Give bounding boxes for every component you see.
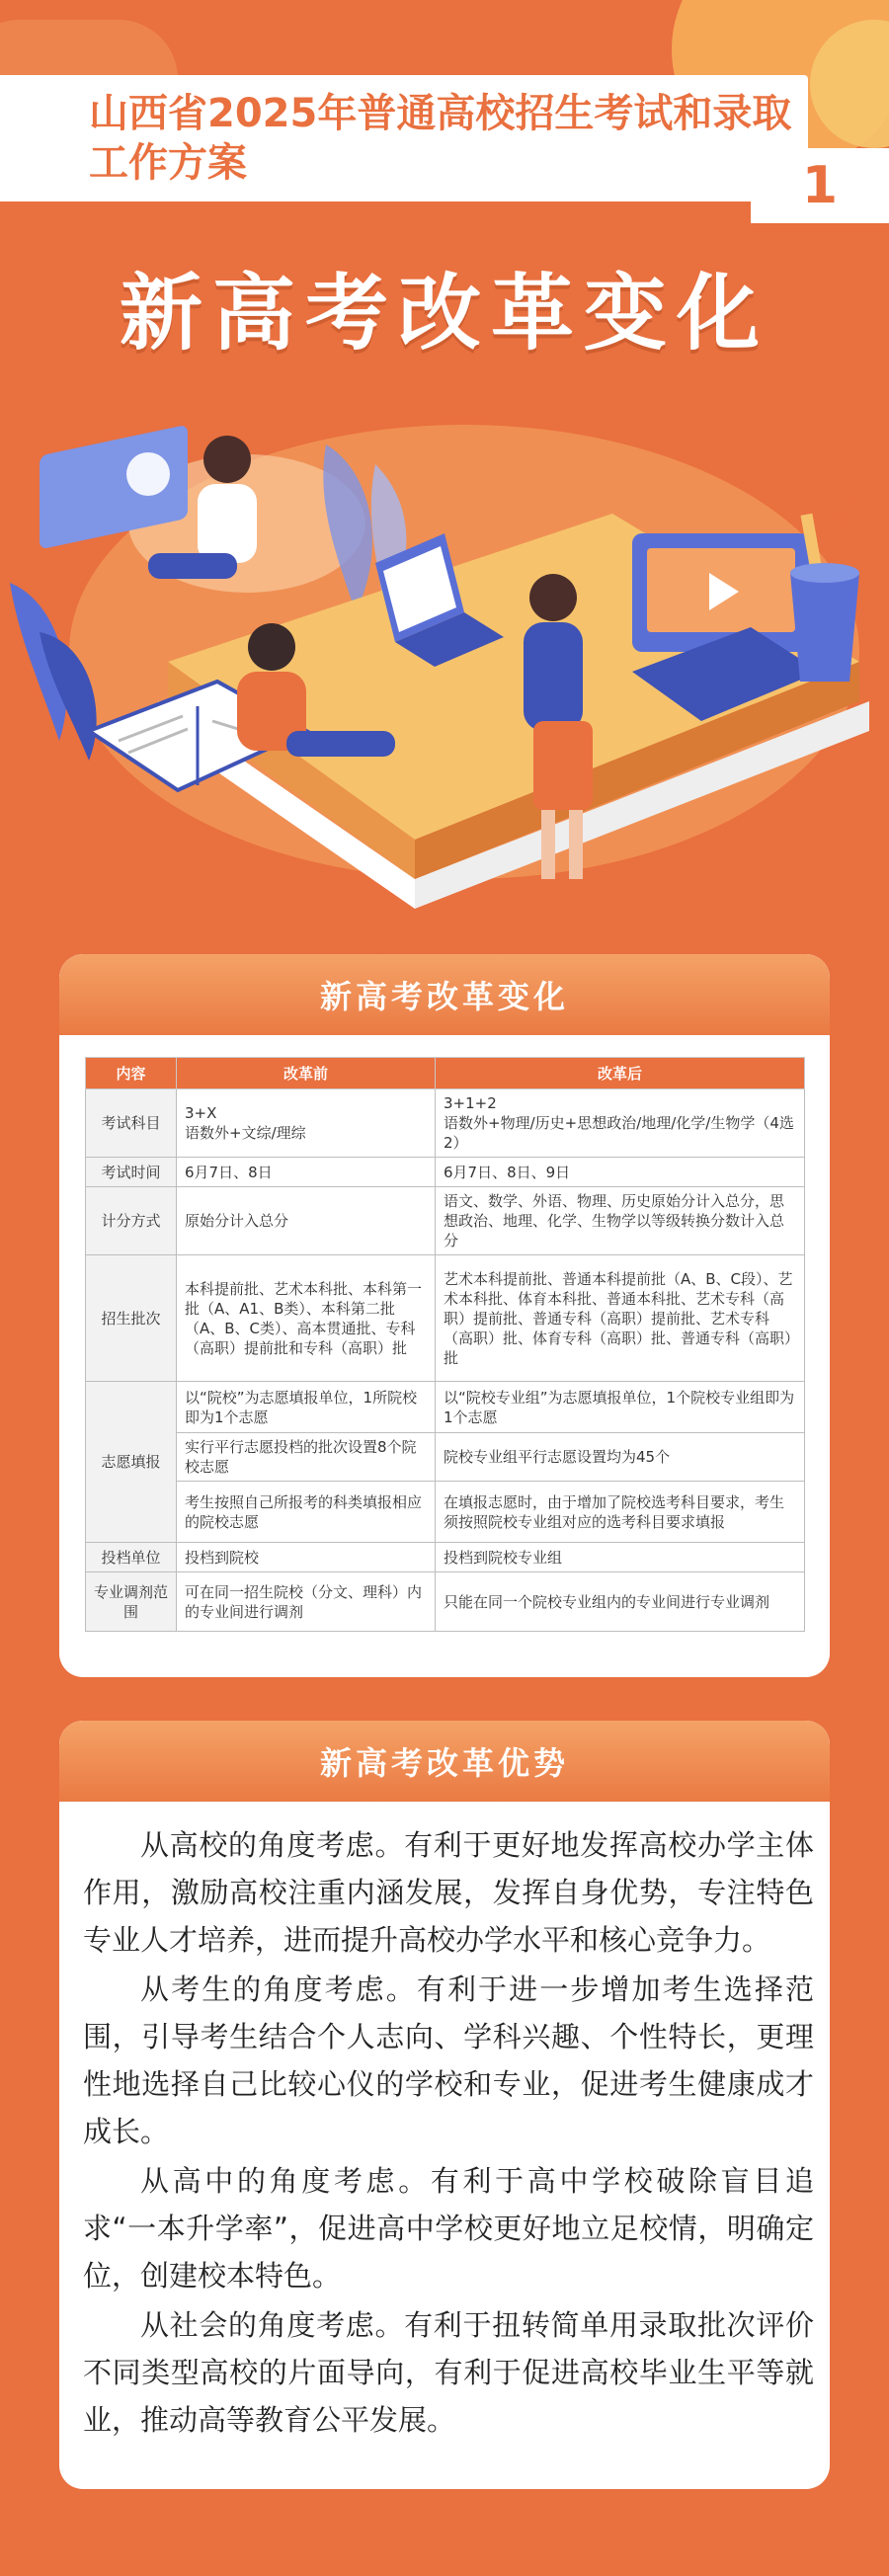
- document-title: 山西省2025年普通高校招生考试和录取工作方案: [89, 91, 792, 186]
- after-cell: 6月7日、8日、9日: [436, 1158, 805, 1187]
- after-cell: 语文、数学、外语、物理、历史原始分计入总分，思想政治、地理、化学、生物学以等级转换分数计入总分: [436, 1187, 805, 1255]
- table-row: [86, 1187, 805, 1255]
- before-cell: 3+X 语数外+文综/理综: [177, 1089, 436, 1158]
- before-cell: 可在同一招生院校（分文、理科）内的专业间进行调剂: [177, 1572, 436, 1632]
- advantages-body: [83, 1821, 814, 2446]
- before-cell: 以“院校”为志愿填报单位，1所院校即为1个志愿: [177, 1382, 436, 1433]
- table-row: [86, 1433, 805, 1482]
- after-cell: 院校专业组平行志愿设置均为45个: [436, 1433, 805, 1482]
- advantage-paragraph: 从考生的角度考虑。有利于进一步增加考生选择范围，引导考生结合个人志向、学科兴趣、个性特长，更理性地选择自己比较心仪的学校和专业，促进考生健康成才成长。: [83, 1972, 814, 2148]
- video-screen-icon: [632, 533, 810, 652]
- main-title: 新高考改革变化: [119, 265, 769, 362]
- table-row: [86, 1089, 805, 1158]
- table-row: [86, 1158, 805, 1187]
- advantages-heading: 新高考改革优势: [59, 1721, 830, 1802]
- table-row: [86, 1382, 805, 1433]
- advantage-paragraph: 从社会的角度考虑。有利于扭转简单用录取批次评价不同类型高校的片面导向，有利于促进高校毕业生平等就业，推动高等教育公平发展。: [83, 2308, 814, 2437]
- before-cell: 原始分计入总分: [177, 1187, 436, 1255]
- table-row: [86, 1543, 805, 1572]
- illustration-students-studying: [0, 385, 889, 938]
- column-header: 改革前: [177, 1058, 436, 1089]
- column-header: 改革后: [436, 1058, 805, 1089]
- row-label: 招生批次: [86, 1255, 177, 1382]
- after-cell: 在填报志愿时，由于增加了院校选考科目要求，考生须按照院校专业组对应的选考科目要求填报: [436, 1482, 805, 1543]
- row-label: 专业调剂范围: [86, 1572, 177, 1632]
- before-cell: 6月7日、8日: [177, 1158, 436, 1187]
- page-number-tab: [751, 148, 889, 223]
- table-row: [86, 1255, 805, 1382]
- comparison-heading: 新高考改革变化: [59, 954, 830, 1035]
- before-cell: 实行平行志愿投档的批次设置8个院校志愿: [177, 1433, 436, 1482]
- page-number: 1: [801, 156, 839, 215]
- after-cell: 只能在同一个院校专业组内的专业间进行专业调剂: [436, 1572, 805, 1632]
- advantages-card: [59, 1721, 830, 2489]
- before-cell: 考生按照自己所报考的科类填报相应的院校志愿: [177, 1482, 436, 1543]
- column-header: 内容: [86, 1058, 177, 1089]
- after-cell: 以“院校专业组”为志愿填报单位，1个院校专业组即为1个志愿: [436, 1382, 805, 1433]
- before-cell: 本科提前批、艺术本科批、本科第一批（A、A1、B类）、本科第二批（A、B、C类）、高本贯通批、专科（高职）提前批和专科（高职）批: [177, 1255, 436, 1382]
- table-header-row: [86, 1058, 805, 1089]
- table-row: [86, 1482, 805, 1543]
- before-cell: 投档到院校: [177, 1543, 436, 1572]
- after-cell: 艺术本科提前批、普通本科提前批（A、B、C段）、艺术本科批、体育本科批、普通本科批、艺术专科（高职）提前批、普通专科（高职）提前批、艺术专科（高职）批、体育专科（高职）批、普通专科（高职）批: [436, 1255, 805, 1382]
- row-label: 考试科目: [86, 1089, 177, 1158]
- after-cell: 投档到院校专业组: [436, 1543, 805, 1572]
- comparison-table: [85, 1057, 805, 1632]
- row-label: 考试时间: [86, 1158, 177, 1187]
- pencil-cup-icon: [790, 494, 859, 682]
- comparison-card: [59, 954, 830, 1677]
- row-label: 计分方式: [86, 1187, 177, 1255]
- after-cell: 3+1+2 语数外+物理/历史+思想政治/地理/化学/生物学（4选2）: [436, 1089, 805, 1158]
- row-label: 志愿填报: [86, 1382, 177, 1543]
- advantage-paragraph: 从高中的角度考虑。有利于高中学校破除盲目追求“一本升学率”，促进高中学校更好地立足校情，明确定位，创建校本特色。: [83, 2164, 814, 2293]
- advantage-paragraph: 从高校的角度考虑。有利于更好地发挥高校办学主体作用，激励高校注重内涵发展，发挥自身优势，专注特色专业人才培养，进而提升高校办学水平和核心竞争力。: [83, 1828, 814, 1957]
- row-label: 投档单位: [86, 1543, 177, 1572]
- table-row: [86, 1572, 805, 1632]
